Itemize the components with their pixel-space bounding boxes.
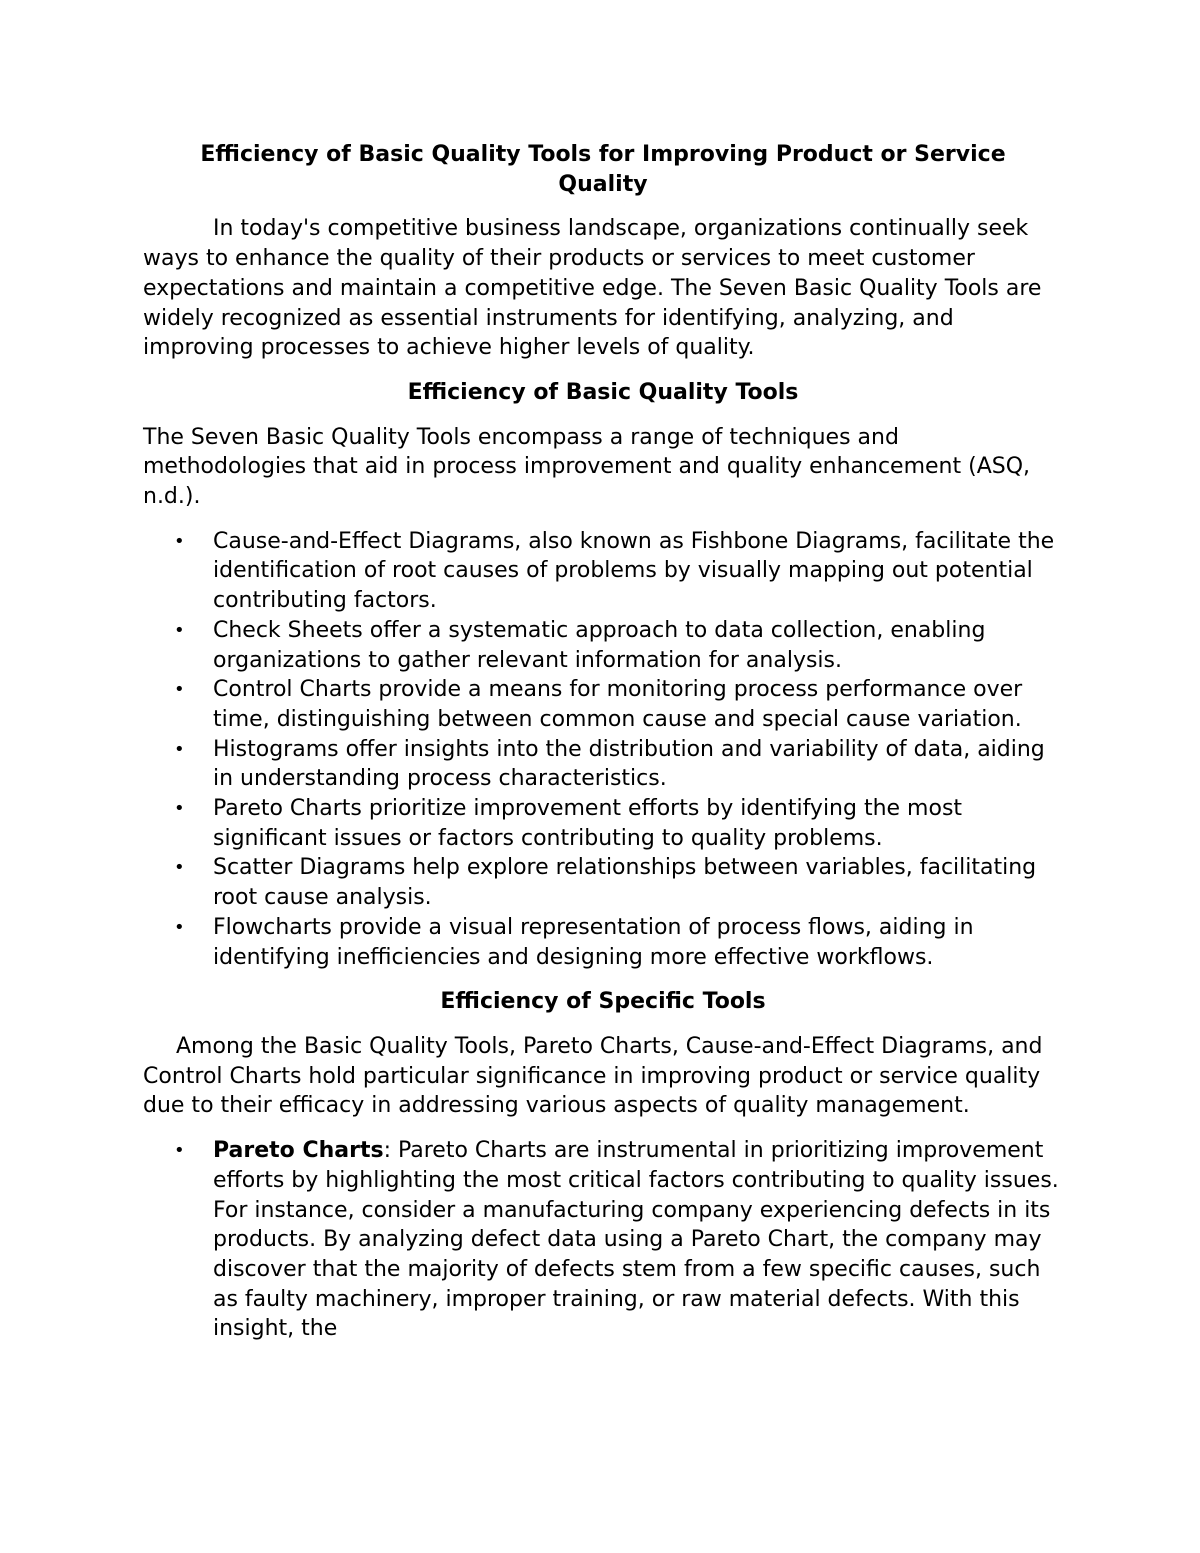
bullet-icon: • (174, 916, 185, 938)
list-item (143, 853, 1063, 912)
list-item (143, 616, 1063, 675)
section-heading-basic-tools: Efficiency of Basic Quality Tools (407, 379, 799, 405)
basic-tools-list (143, 527, 1063, 973)
intro-paragraph: In today's competitive business landscape, organizations continually seek ways to enhance the quality of their products or services to meet customer expectations and maintain a competitive edge. The Seven Basic Quality Tools are widely recognized as essential instruments for identifying, analyzing, and improving processes to achieve higher levels of quality. (143, 216, 1042, 361)
list-item-text: Check Sheets offer a systematic approach to data collection, enabling organizations to gather relevant information for analysis. (213, 617, 986, 673)
list-item (143, 735, 1063, 794)
section-paragraph-basic-tools: The Seven Basic Quality Tools encompass a range of techniques and methodologies that aid in process improvement and quality enhancement (ASQ, n.d.). (143, 424, 1031, 510)
list-item (143, 675, 1063, 734)
list-item-text: Pareto Charts prioritize improvement efforts by identifying the most significant issues or factors contributing to quality problems. (213, 796, 963, 851)
list-item (143, 1136, 1063, 1344)
bullet-icon: • (174, 619, 185, 641)
list-item-text: Flowcharts provide a visual representation of process flows, aiding in identifying inefficiencies and designing more effective workflows. (213, 914, 974, 970)
list-item-term: Pareto Charts (213, 1138, 384, 1164)
bullet-icon: • (174, 679, 185, 701)
list-item (143, 794, 1063, 853)
list-item-text: Cause-and-Effect Diagrams, also known as Fishbone Diagrams, facilitate the identification of root causes of problems by visually mapping out potential contributing factors. (213, 528, 1055, 614)
bullet-icon: • (174, 738, 185, 760)
specific-tools-list (143, 1136, 1063, 1344)
section-paragraph-specific-tools: Among the Basic Quality Tools, Pareto Charts, Cause-and-Effect Diagrams, and Control Charts hold particular significance in improving product or service quality due to their efficacy in addressing various aspects of quality management. (143, 1033, 1043, 1119)
list-item-text: : Pareto Charts are instrumental in prioritizing improvement efforts by highlighting the most critical factors contributing to quality issues. For instance, consider a manufacturing company experiencing defects in its products. By analyzing defect data using a Pareto Chart, the company may discover that the majority of defects stem from a few specific causes, such as faulty machinery, improper training, or raw material defects. With this insight, the (213, 1138, 1059, 1342)
list-item (143, 527, 1063, 616)
bullet-icon: • (174, 798, 185, 820)
document-page (143, 140, 1063, 1344)
bullet-icon: • (174, 530, 185, 552)
list-item-text: Control Charts provide a means for monitoring process performance over time, distinguishing between common cause and special cause variation. (213, 677, 1023, 732)
list-item-text: Histograms offer insights into the distribution and variability of data, aiding in understanding process characteristics. (213, 736, 1045, 792)
list-item (143, 913, 1063, 972)
bullet-icon: • (174, 857, 185, 879)
section-heading-specific-tools: Efficiency of Specific Tools (440, 989, 766, 1015)
document-title: Efficiency of Basic Quality Tools for Improving Product or Service Quality (200, 142, 1006, 197)
list-item-text: Scatter Diagrams help explore relationships between variables, facilitating root cause analysis. (213, 855, 1037, 911)
bullet-icon: • (174, 1140, 185, 1162)
